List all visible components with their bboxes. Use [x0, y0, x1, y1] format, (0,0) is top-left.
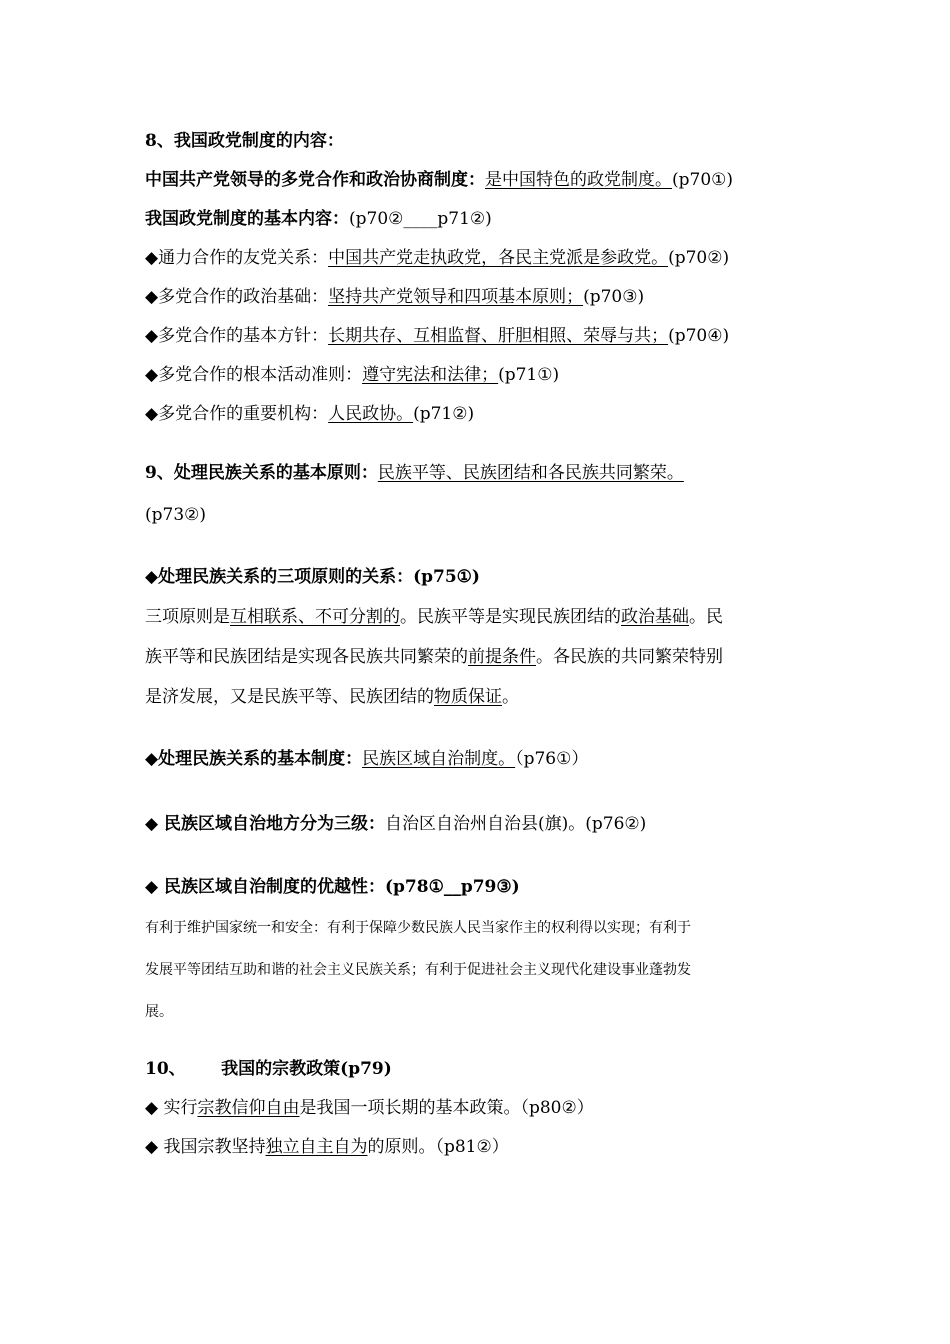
section-8-line-3: ◆通力合作的友党关系：中国共产党走执政党，各民主党派是参政党。(p70②) [145, 248, 730, 268]
advantages-line-1: 有利于维护国家统一和安全：有利于保障少数民族人民当家作主的权利得以实现；有利于 [145, 920, 691, 936]
section-8-line-7: ◆多党合作的重要机构：人民政协。(p71②) [145, 404, 475, 424]
section-8-line-5: ◆多党合作的基本方针：长期共存、互相监督、肝胆相照、荣辱与共；(p70④) [145, 326, 730, 346]
section-8-line-2: 我国政党制度的基本内容：(p70②____p71②) [145, 209, 492, 229]
section-8 [145, 122, 825, 434]
section-8-line-1: 中国共产党领导的多党合作和政治协商制度：是中国特色的政党制度。(p70①) [145, 170, 734, 190]
autonomy-advantages-title: ◆ 民族区域自治制度的优越性：(p78①__p79③) [145, 877, 520, 897]
section-10-line-2: ◆ 我国宗教坚持独立自主自为的原则。（p81②） [145, 1137, 509, 1157]
section-9 [145, 452, 825, 536]
autonomy-levels [145, 805, 825, 844]
section-9-page-ref: (p73②) [145, 505, 207, 525]
section-8-line-4: ◆多党合作的政治基础：坚持共产党领导和四项基本原则；(p70③) [145, 287, 645, 307]
autonomy-levels-line: ◆ 民族区域自治地方分为三级：自治区自治州自治县(旗)。(p76②) [145, 814, 647, 834]
basic-system [145, 740, 825, 779]
autonomy-advantages [145, 868, 825, 1033]
principles-relationship-title: ◆处理民族关系的三项原则的关系：(p75①) [145, 567, 480, 587]
principles-paragraph-line-3: 是济发展，又是民族平等、民族团结的物质保证。 [145, 687, 519, 707]
principles-paragraph-line-1: 三项原则是互相联系、不可分割的。民族平等是实现民族团结的政治基础。民 [145, 607, 723, 627]
section-10-line-1: ◆ 实行宗教信仰自由是我国一项长期的基本政策。（p80②） [145, 1098, 594, 1118]
section-10 [145, 1050, 825, 1167]
principles-relationship [145, 558, 825, 717]
section-10-title: 10、 我国的宗教政策(p79) [145, 1059, 392, 1079]
principles-paragraph-line-2: 族平等和民族团结是实现各民族共同繁荣的前提条件。各民族的共同繁荣特别 [145, 647, 723, 667]
section-8-line-6: ◆多党合作的根本活动准则：遵守宪法和法律；(p71①) [145, 365, 560, 385]
advantages-line-3: 展。 [145, 1004, 173, 1020]
section-9-heading: 9、处理民族关系的基本原则：民族平等、民族团结和各民族共同繁荣。 [145, 463, 684, 483]
basic-system-line: ◆处理民族关系的基本制度：民族区域自治制度。（p76①） [145, 749, 589, 769]
advantages-line-2: 发展平等团结互助和谐的社会主义民族关系；有利于促进社会主义现代化建设事业蓬勃发 [145, 962, 691, 978]
section-8-title: 8、我国政党制度的内容： [145, 131, 344, 151]
